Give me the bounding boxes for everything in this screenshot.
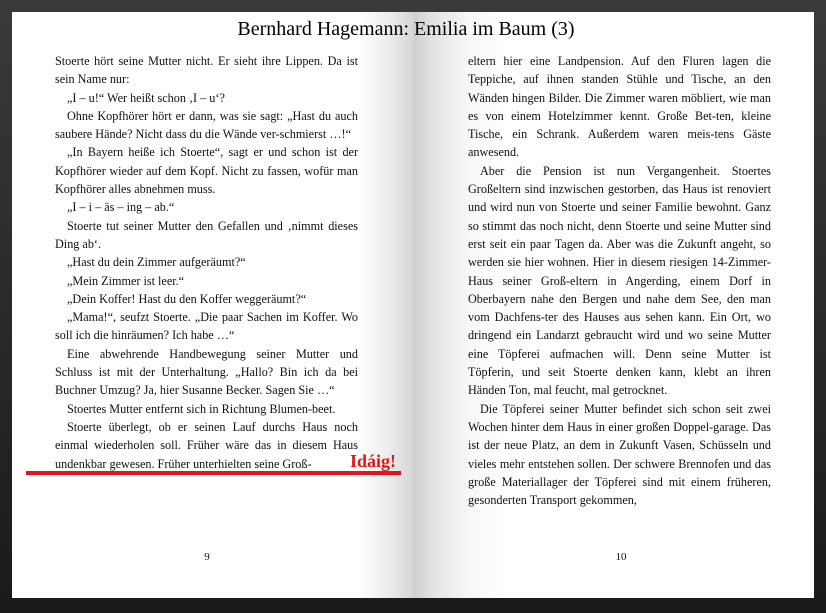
right-page-text — [468, 52, 771, 509]
paragraph: „Hast du dein Zimmer aufgeräumt?“ — [67, 255, 246, 270]
page-number-right: 10 — [615, 551, 627, 563]
paragraph: Eine abwehrende Handbewegung seiner Mutter und Schluss ist mit der Unterhaltung. „Hallo? Bin ich da bei Buchner Umzug? Ja, hier Susanne Becker. Sagen Sie …“ — [55, 346, 358, 398]
page-number-left: 9 — [204, 551, 210, 563]
paragraph: „Mein Zimmer ist leer.“ — [67, 273, 185, 288]
paragraph: Stoerte überlegt, ob er seinen Lauf durchs Haus noch einmal wiederholen soll. Früher wäre das in diesem Haus undenkbar gewesen. Früher unterhielten seine Groß- — [55, 419, 358, 471]
left-page-text — [55, 52, 358, 473]
document-title: Bernhard Hagemann: Emilia im Baum (3) — [237, 18, 575, 40]
paragraph: „I – i – äs – ing – ab.“ — [67, 200, 175, 215]
red-marker-line — [26, 471, 401, 475]
paragraph: Stoertes Mutter entfernt sich in Richtung Blumen-beet. — [67, 401, 336, 416]
paragraph: Aber die Pension ist nun Vergangenheit. Stoertes Großeltern sind inzwischen gestorben, das Haus ist renoviert und wird nun von Stoerte und seiner Familie bewohnt. Ganz so stimmt das noch nicht, denn Stoerte und seine Mutter sind erst seit ein paar Tagen da. Aber was die Zukunft angeht, so werden sie hier wohnen. Hier in diesem riesigen 14-Zimmer-Haus seiner Groß-eltern in Angerding, einem Dorf in Oberbayern nahe den Bergen und nahe dem See, den man vom Dachfens-ter des Hauses aus sehen kann. Ein Ort, wo dringend ein Landarzt gebraucht wird und wo seine Mutter eine Töpferei aufmachen will. Denn seine Mutter ist Töpferin, und seit Stoerte denken kann, klebt an ihren Händen Ton, mal feucht, mal getrocknet. — [468, 163, 771, 398]
paragraph: „Mama!“, seufzt Stoerte. „Die paar Sachen im Koffer. Wo soll ich die hinräumen? Ich habe …“ — [55, 310, 358, 343]
paragraph: „In Bayern heiße ich Stoerte“, sagt er und schon ist der Kopfhörer wieder auf dem Kopf. Nicht zu fassen, wofür man Kopfhörer alles abnehmen muss. — [55, 145, 358, 197]
paragraph: „Dein Koffer! Hast du den Koffer weggeräumt?“ — [67, 291, 307, 306]
paragraph: Stoerte hört seine Mutter nicht. Er sieht ihre Lippen. Da ist sein Name nur: — [55, 54, 358, 87]
paragraph: Ohne Kopfhörer hört er dann, was sie sagt: „Hast du auch saubere Hände? Nicht dass du die Wände ver-schmierst …!“ — [55, 108, 358, 142]
paragraph: Die Töpferei seiner Mutter befindet sich schon seit zwei Wochen hinter dem Haus in einer großen Doppel-garage. Das ist der neue Platz, an dem in Zukunft Vasen, Schüsseln und vieles mehr entstehen sollen. Der schwere Brennofen und das große Materiallager der Töpferei sind mit einem früheren, gesonderten Transport gekommen, — [468, 401, 771, 508]
paragraph: eltern hier eine Landpension. Auf den Fluren lagen die Teppiche, auf ihnen standen Stühle und Tische, an den Wänden hingen Bilder. Die Zimmer waren möbliert, wie man es von einem Hotelzimmer kennt. Große Bet-ten, kleine Tische, ein Schrank. Außerdem waren meis-tens Gäste anwesend. — [468, 54, 771, 160]
paragraph: Stoerte tut seiner Mutter den Gefallen und ‚nimmt dieses Ding ab‘. — [55, 218, 358, 251]
paragraph: „I – u!“ Wer heißt schon ‚I – u‘? — [67, 90, 225, 105]
marker-label: Idáig! — [350, 451, 397, 471]
